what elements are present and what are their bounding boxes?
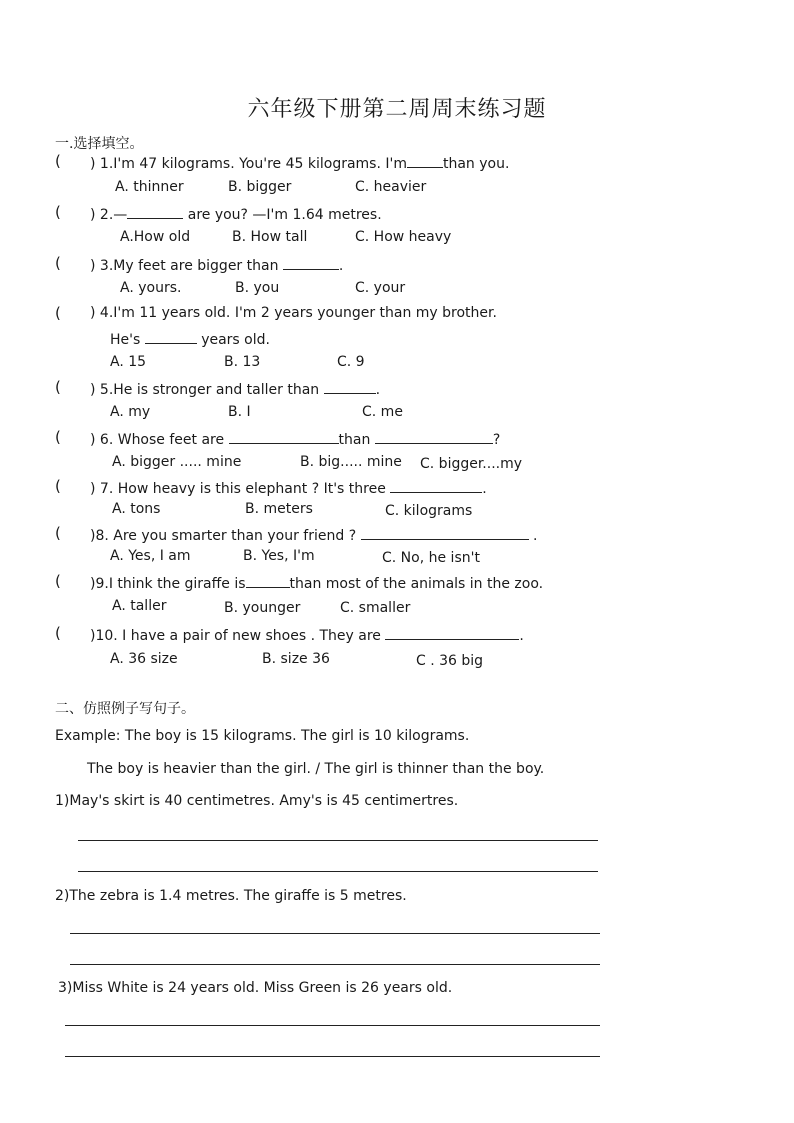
answer-paren: ( [55,477,61,495]
answer-paren: ( [55,304,61,322]
question-stem: ) 1.I'm 47 kilograms. You're 45 kilograms. I'm [90,156,407,172]
section-2-heading: 二、仿照例子写句子。 [55,701,195,717]
option-b: B. you [235,280,280,296]
question-text [90,204,382,223]
question-text [90,379,380,398]
option-b: B. younger [224,600,301,616]
option-a: A.How old [120,229,191,245]
option-a: A. tons [112,501,161,517]
answer-blank [246,573,290,588]
question-text [90,153,509,172]
answer-paren: ( [55,203,61,221]
answer-line [65,1025,600,1026]
question-text [90,525,538,544]
option-b: B. I [228,404,251,420]
option-a: A. bigger ..... mine [112,454,242,470]
answer-line [78,840,598,841]
answer-paren: ( [55,152,61,170]
option-b: B. big..... mine [300,454,402,470]
question-stem-2: He's [110,332,141,348]
question-text [90,305,497,321]
question-text [90,625,524,644]
answer-paren: ( [55,254,61,272]
option-a: A. my [110,404,151,420]
option-c: C. me [362,404,403,420]
answer-paren: ( [55,572,61,590]
question-tail: years old. [201,332,270,348]
answer-blank [361,525,529,540]
answer-line [65,1056,600,1057]
answer-blank [283,255,339,270]
question-stem: ) 3.My feet are bigger than [90,258,279,274]
answer-blank-2 [375,429,493,444]
question-text [90,478,487,497]
answer-paren: ( [55,428,61,446]
writing-item-2: 2)The zebra is 1.4 metres. The giraffe is 5 metres. [55,888,407,904]
option-c: C. No, he isn't [382,550,480,566]
question-text [90,573,543,592]
option-c: C. your [355,280,406,296]
option-a: A. thinner [115,179,184,195]
answer-blank-1 [229,429,339,444]
question-tail: ? [492,432,501,448]
answer-blank [385,625,519,640]
option-b: B. size 36 [262,651,330,667]
example-sentence: Example: The boy is 15 kilograms. The girl is 10 kilograms. [55,728,470,744]
option-c: C. bigger....my [420,456,523,472]
question-tail: . [338,258,344,274]
option-c: C. How heavy [355,229,452,245]
option-a: A. yours. [120,280,182,296]
answer-blank [390,478,482,493]
answer-blank [324,379,376,394]
question-stem: ) 6. Whose feet are [90,432,225,448]
question-tail: . [375,382,381,398]
option-b: B. How tall [232,229,308,245]
question-stem: )9.I think the giraffe is [90,576,246,592]
question-tail: than most of the animals in the zoo. [289,576,544,592]
option-b: B. 13 [224,354,261,370]
question-stem: ) 2.— [90,207,128,223]
answer-paren: ( [55,378,61,396]
answer-blank [407,153,443,168]
writing-item-1: 1)May's skirt is 40 centimetres. Amy's is 45 centimertres. [55,793,459,809]
answer-blank [127,204,183,219]
answer-paren: ( [55,624,61,642]
question-stem: ) 5.He is stronger and taller than [90,382,320,398]
answer-line [70,933,600,934]
question-text-line2 [110,329,270,348]
question-tail: . [533,528,538,544]
option-b: B. meters [245,501,313,517]
question-mid: than [338,432,371,448]
question-stem: )10. I have a pair of new shoes . They are [90,628,381,644]
answer-line [78,871,598,872]
question-tail: than you. [442,156,510,172]
option-a: A. Yes, I am [110,548,191,564]
option-b: B. Yes, I'm [243,548,315,564]
section-1-heading: 一.选择填空。 [55,136,144,152]
option-c: C. kilograms [385,503,473,519]
option-c: C. smaller [340,600,411,616]
option-b: B. bigger [228,179,292,195]
question-stem: ) 4.I'm 11 years old. I'm 2 years younger than my brother. [90,305,497,321]
question-text [90,255,343,274]
question-text [90,429,500,448]
question-tail: . [519,628,524,644]
option-a: A. 15 [110,354,147,370]
option-c: C. heavier [355,179,427,195]
question-tail: . [482,481,487,497]
answer-blank [145,329,197,344]
question-tail: are you? —I'm 1.64 metres. [187,207,382,223]
page-title: 六年级下册第二周周末练习题 [247,97,547,122]
option-a: A. 36 size [110,651,178,667]
question-stem: )8. Are you smarter than your friend ? [90,528,357,544]
answer-paren: ( [55,524,61,542]
option-c: C . 36 big [416,653,484,669]
writing-item-3: 3)Miss White is 24 years old. Miss Green is 26 years old. [58,980,453,996]
answer-line [70,964,600,965]
option-a: A. taller [112,598,167,614]
question-stem: ) 7. How heavy is this elephant ? It's three [90,481,386,497]
example-answer: The boy is heavier than the girl. / The girl is thinner than the boy. [87,761,545,777]
option-c: C. 9 [337,354,365,370]
